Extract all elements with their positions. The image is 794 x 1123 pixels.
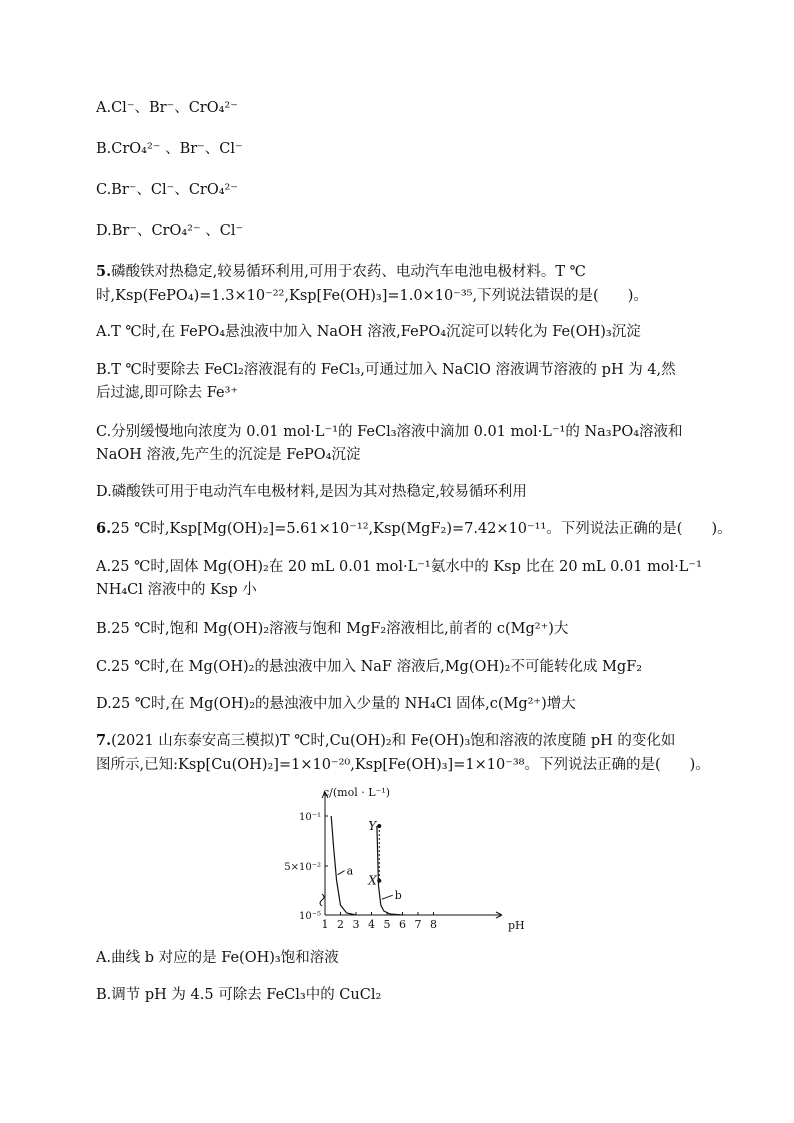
point-label-Y: Y xyxy=(368,819,377,833)
question-5-option-b-line1: B.T ℃时要除去 FeCl₂溶液混有的 FeCl₃,可通过加入 NaClO 溶液调节溶液的 pH 为 4,然 xyxy=(96,362,676,378)
option-b-prev: B.CrO₄²⁻ 、Br⁻、Cl⁻ xyxy=(96,141,243,157)
option-c-prev: C.Br⁻、Cl⁻、CrO₄²⁻ xyxy=(96,182,239,198)
question-6-number: 6. xyxy=(96,520,112,537)
question-5-option-c-line2: NaOH 溶液,先产生的沉淀是 FePO₄沉淀 xyxy=(96,447,361,463)
curve-a-leader xyxy=(338,871,345,875)
question-5-stem-line1: 磷酸铁对热稳定,较易循环利用,可用于农药、电动汽车电池电极材料。T ℃ xyxy=(111,264,586,280)
question-5-option-d: D.磷酸铁可用于电动汽车电极材料,是因为其对热稳定,较易循环利用 xyxy=(96,484,527,500)
y-tick-label-1: 5×10⁻² xyxy=(284,862,321,873)
solubility-ph-chart xyxy=(270,784,530,934)
y-axis-label: c/(mol · L⁻¹) xyxy=(323,786,391,799)
question-6-stem xyxy=(96,519,732,539)
option-d-prev: D.Br⁻、CrO₄²⁻ 、Cl⁻ xyxy=(96,223,244,239)
chart-svg xyxy=(270,784,530,934)
point-X xyxy=(377,879,381,883)
question-7-stem xyxy=(96,731,675,751)
question-6-option-c: C.25 ℃时,在 Mg(OH)₂的悬浊液中加入 NaF 溶液后,Mg(OH)₂不可能转化成 MgF₂ xyxy=(96,659,643,675)
question-7-number: 7. xyxy=(96,732,112,749)
question-6-option-a-line2: NH₄Cl 溶液中的 Ksp 小 xyxy=(96,582,257,598)
option-a-prev: A.Cl⁻、Br⁻、CrO₄²⁻ xyxy=(96,100,238,116)
x-tick-label-5: 5 xyxy=(383,918,391,931)
question-7-stem-line1: (2021 山东泰安高三模拟)T ℃时,Cu(OH)₂和 Fe(OH)₃饱和溶液的浓度随 pH 的变化如 xyxy=(111,733,676,749)
point-label-X: X xyxy=(368,873,377,888)
question-5-option-b-line2: 后过滤,即可除去 Fe³⁺ xyxy=(96,385,239,401)
curve-label-b: b xyxy=(394,889,402,903)
y-tick-label-0: 10⁻⁵ xyxy=(298,911,321,922)
curve-b-leader xyxy=(382,895,393,899)
question-6-option-a-line1: A.25 ℃时,固体 Mg(OH)₂在 20 mL 0.01 mol·L⁻¹氨水中的 Ksp 比在 20 mL 0.01 mol·L⁻¹ xyxy=(96,559,702,575)
curve-label-a: a xyxy=(346,864,354,878)
y-tick-label-2: 10⁻¹ xyxy=(298,812,321,823)
x-tick-label-2: 2 xyxy=(337,918,344,931)
question-7-stem-line2: 图所示,已知:Ksp[Cu(OH)₂]=1×10⁻²⁰,Ksp[Fe(OH)₃]=1×10⁻³⁸。下列说法正确的是( )。 xyxy=(96,757,710,773)
question-5-option-a: A.T ℃时,在 FePO₄悬浊液中加入 NaOH 溶液,FePO₄沉淀可以转化为 Fe(OH)₃沉淀 xyxy=(96,324,641,340)
question-5-option-c-line1: C.分别缓慢地向浓度为 0.01 mol·L⁻¹的 FeCl₃溶液中滴加 0.01 mol·L⁻¹的 Na₃PO₄溶液和 xyxy=(96,424,683,440)
x-tick-label-8: 8 xyxy=(430,918,437,931)
question-7-option-b: B.调节 pH 为 4.5 可除去 FeCl₃中的 CuCl₂ xyxy=(96,987,382,1003)
point-Y xyxy=(377,824,381,828)
axis-break xyxy=(320,894,324,906)
question-7-option-a: A.曲线 b 对应的是 Fe(OH)₃饱和溶液 xyxy=(96,950,339,966)
question-5-stem-line2: 时,Ksp(FePO₄)=1.3×10⁻²²,Ksp[Fe(OH)₃]=1.0×10⁻³⁵,下列说法错误的是( )。 xyxy=(96,288,648,304)
question-6-stem-text: 25 ℃时,Ksp[Mg(OH)₂]=5.61×10⁻¹²,Ksp(MgF₂)=7.42×10⁻¹¹。下列说法正确的是( )。 xyxy=(111,521,732,537)
x-tick-label-7: 7 xyxy=(414,918,422,931)
question-5-number: 5. xyxy=(96,263,112,280)
x-axis-label: pH xyxy=(508,919,525,932)
question-6-option-d: D.25 ℃时,在 Mg(OH)₂的悬浊液中加入少量的 NH₄Cl 固体,c(Mg²⁺)增大 xyxy=(96,696,576,712)
x-tick-label-3: 3 xyxy=(352,918,360,931)
x-tick-label-1: 1 xyxy=(321,918,329,931)
question-5-stem xyxy=(96,262,586,282)
x-tick-label-6: 6 xyxy=(399,918,406,931)
question-6-option-b: B.25 ℃时,饱和 Mg(OH)₂溶液与饱和 MgF₂溶液相比,前者的 c(Mg²⁺)大 xyxy=(96,621,569,637)
x-tick-label-4: 4 xyxy=(368,918,375,931)
